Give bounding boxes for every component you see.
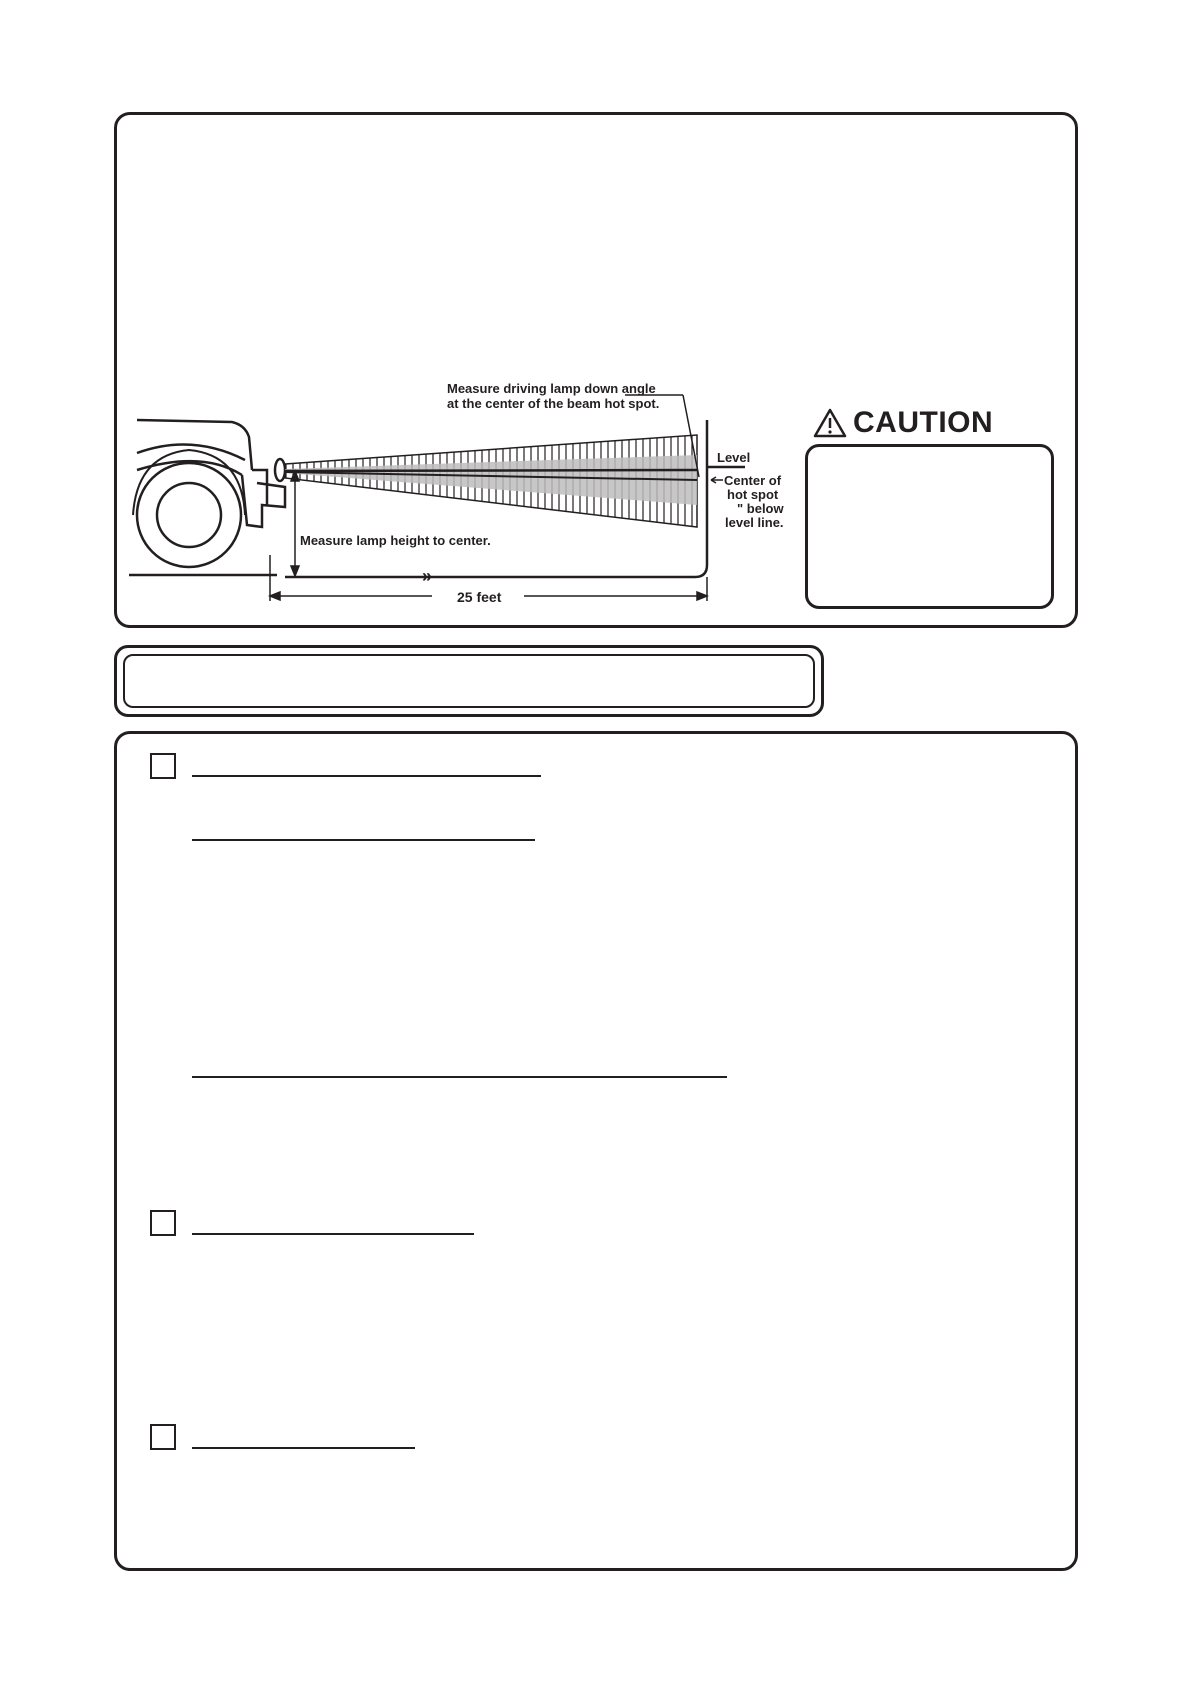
step-2-checkbox	[150, 1210, 176, 1236]
hot-spot-label-line1: Center of	[724, 473, 782, 488]
warning-triangle-icon	[813, 408, 847, 438]
hot-spot-arrow	[711, 477, 723, 483]
caution-title: CAUTION	[853, 406, 994, 439]
level-label: Level	[717, 450, 751, 465]
step-1-checkbox	[150, 753, 176, 779]
section-title-bar	[114, 645, 824, 717]
hot-spot-label-line3: " below	[737, 501, 784, 516]
section-title-frame	[123, 654, 815, 708]
step-3-checkbox	[150, 1424, 176, 1450]
break-symbol: »	[422, 566, 433, 586]
step-1-subheading-b-rule	[192, 1076, 727, 1078]
distance-label: 25 feet	[457, 589, 502, 605]
down-angle-label-line1: Measure driving lamp down angle	[447, 381, 656, 396]
hot-spot-label-line4: level line.	[725, 515, 784, 530]
caution-heading	[813, 406, 1013, 440]
light-beam	[285, 435, 697, 527]
vehicle-front-illustration	[129, 420, 285, 575]
step-1-heading-rule	[192, 775, 541, 777]
lamp-height-marker	[291, 471, 299, 576]
step-1-subheading-a-rule	[192, 839, 535, 841]
step-2-heading-rule	[192, 1233, 474, 1235]
instructions-panel	[114, 731, 1078, 1571]
hot-spot-label-line2: hot spot	[727, 487, 779, 502]
lamp-height-label: Measure lamp height to center.	[300, 533, 491, 548]
down-angle-label-line2: at the center of the beam hot spot.	[447, 396, 660, 411]
caution-box	[805, 444, 1054, 609]
step-3-heading-rule	[192, 1447, 415, 1449]
